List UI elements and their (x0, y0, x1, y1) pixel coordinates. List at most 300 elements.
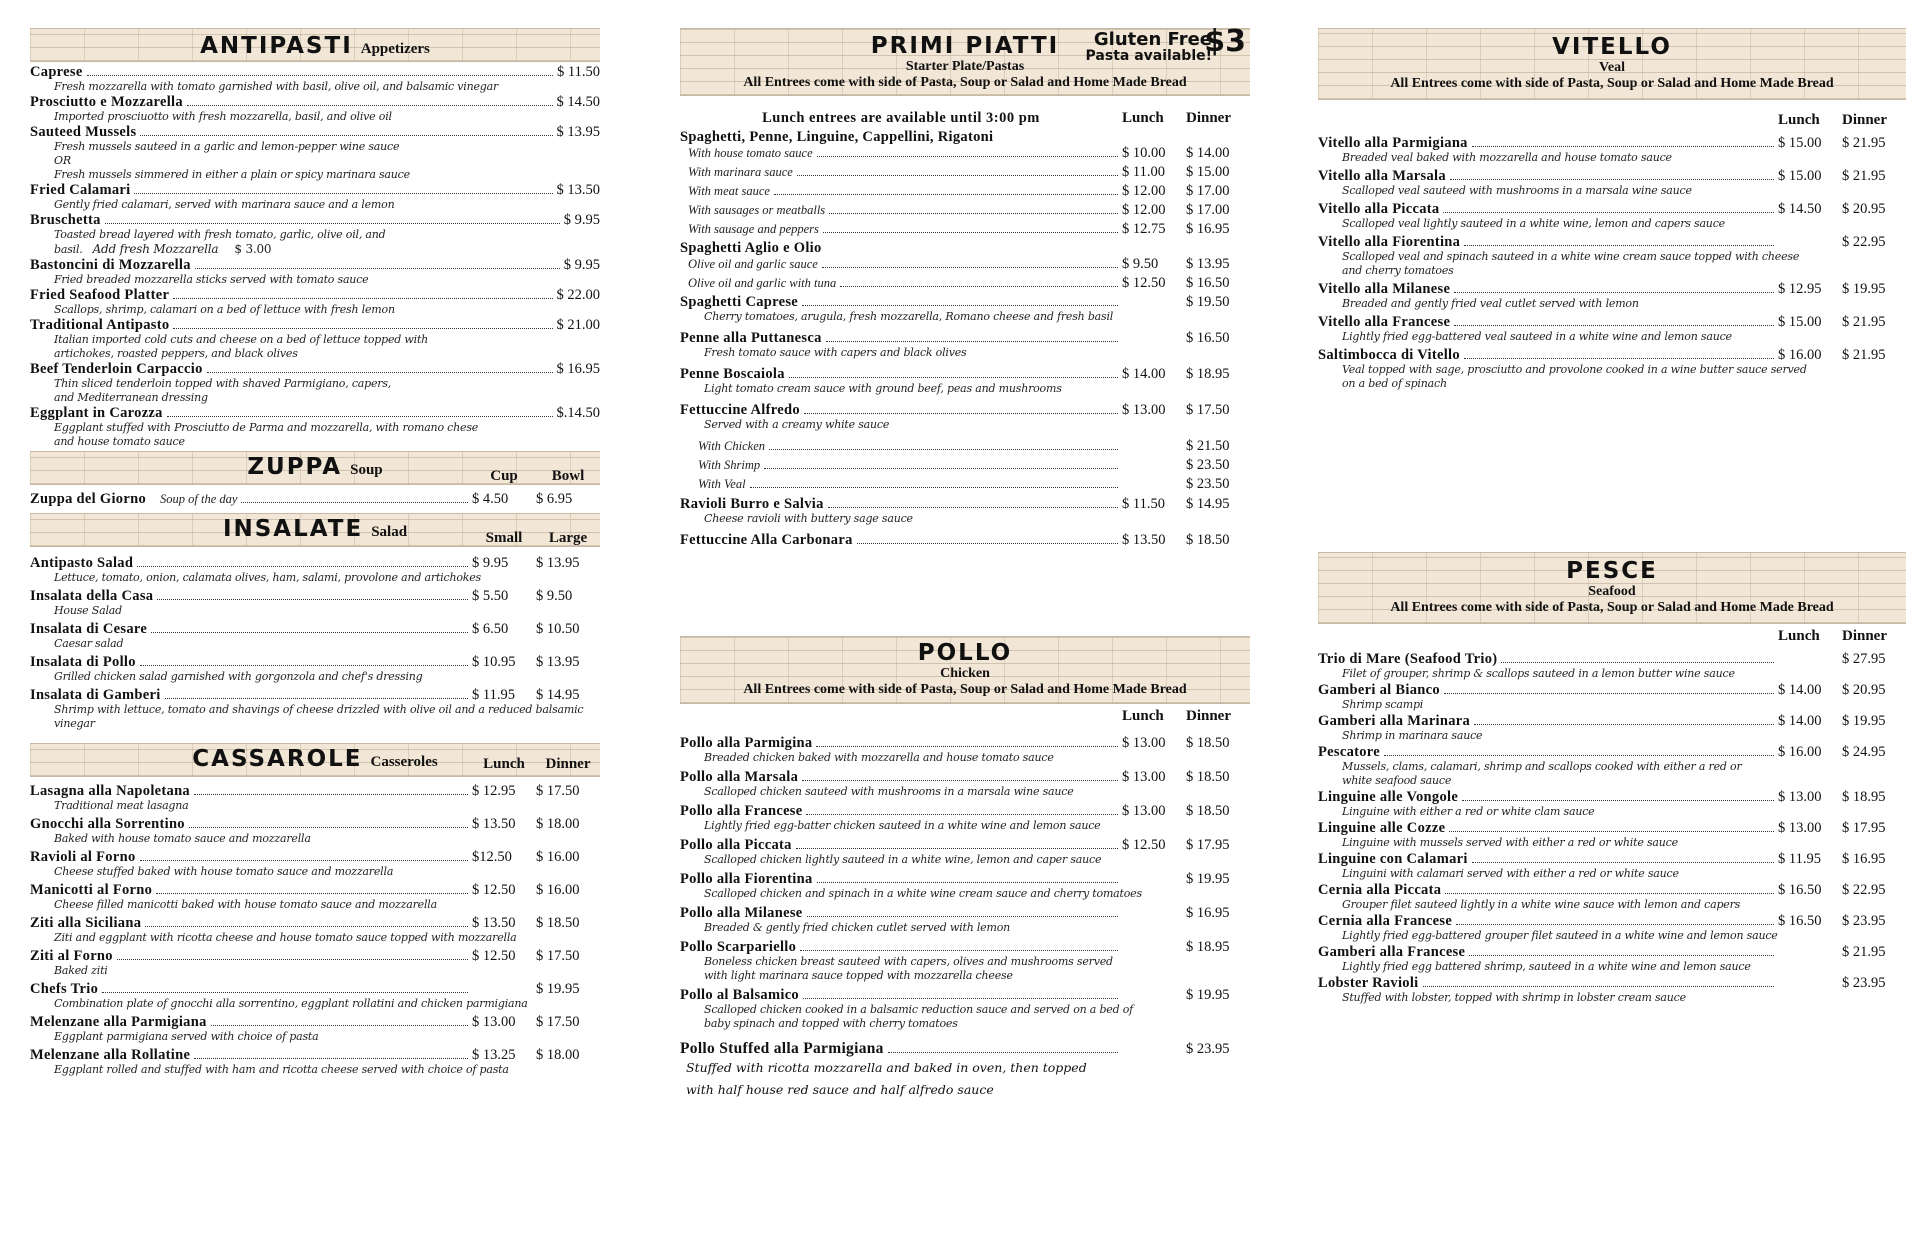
menu-item (30, 182, 600, 212)
dot-leader (1444, 693, 1774, 694)
menu-item (1318, 713, 1906, 743)
menu-item-row (680, 769, 1250, 785)
pasta-option-price-lunch: $ 12.75 (1122, 221, 1166, 237)
menu-item-price-lunch: $ 13.00 (1122, 803, 1166, 819)
menu-item-price-dinner: $ 18.95 (1186, 939, 1230, 955)
menu-item-desc: artichokes, roasted peppers, and black olives (54, 347, 298, 360)
menu-item-desc-text: Veal topped with sage, prosciutto and provolone cooked in a wine butter sauce served (1342, 363, 1807, 376)
menu-item-row (30, 361, 600, 377)
menu-item-price-dinner: $ 17.95 (1842, 820, 1886, 836)
menu-item-price-dinner: $ 17.95 (1186, 837, 1230, 853)
menu-item-name: Gamberi alla Francese (1318, 944, 1466, 960)
dot-leader (826, 341, 1118, 342)
menu-item-price-dinner: $ 13.95 (536, 654, 580, 670)
menu-item-price-dinner: $ 16.50 (1186, 330, 1230, 346)
menu-item-price-dinner: $ 18.50 (536, 915, 580, 931)
menu-item-extra-price: $ 3.00 (234, 242, 272, 256)
menu-item-price-dinner: $ 6.95 (536, 491, 573, 507)
menu-item-desc-text: Toasted bread layered with fresh tomato, garlic, olive oil, and basil. (54, 228, 386, 256)
menu-item-desc: Fresh mussels simmered in either a plain or spicy marinara sauce (54, 168, 410, 181)
vitello-col2: Dinner (1842, 112, 1887, 128)
menu-item (30, 849, 600, 879)
menu-item-price-dinner: $ 21.95 (1842, 168, 1886, 184)
zuppa-subtitle: Soup (350, 462, 383, 478)
menu-item-row (30, 182, 600, 198)
menu-item-desc-text: Linguini with calamari served with either a red or white sauce (1342, 867, 1679, 880)
pasta-option-row (680, 221, 1250, 237)
dot-leader (1454, 325, 1774, 326)
menu-item-row (1318, 789, 1906, 805)
menu-item-name: Pollo alla Marsala (680, 769, 799, 785)
pasta-option-price-lunch: $ 12.00 (1122, 202, 1166, 218)
dot-leader (102, 992, 468, 993)
insalate-subtitle: Salad (371, 524, 408, 540)
menu-item-name: Zuppa del Giorno (30, 491, 146, 507)
menu-item-row (30, 555, 600, 571)
pasta-option-name: With meat sauce (688, 184, 770, 198)
menu-item-row (1318, 168, 1906, 184)
pasta-option-price-dinner: $ 17.00 (1186, 183, 1230, 199)
menu-item-desc-text: Linguine with mussels served with either a red or white sauce (1342, 836, 1678, 849)
menu-item-desc: and cherry tomatoes (1342, 264, 1454, 277)
menu-item-row (680, 330, 1250, 346)
dot-leader (750, 487, 1118, 488)
menu-item-desc-text: Fresh mussels sauteed in a garlic and lemon-pepper wine sauce (54, 140, 400, 153)
pasta-option-price-dinner: $ 16.95 (1186, 221, 1230, 237)
menu-item-desc (30, 703, 600, 731)
menu-item-price-lunch: $ 12.50 (1122, 837, 1166, 853)
menu-item-name: Linguine con Calamari (1318, 851, 1468, 867)
menu-item-price-lunch: $ 16.50 (1778, 913, 1822, 929)
menu-item (30, 882, 600, 912)
menu-item-desc-text: Scallops, shrimp, calamari on a bed of lettuce with fresh lemon (54, 303, 395, 316)
menu-item-desc-text: Thin sliced tenderloin topped with shaved Parmigiano, capers, (54, 377, 392, 390)
menu-item-desc (1318, 363, 1906, 377)
menu-item-name: Pollo alla Fiorentina (680, 871, 813, 887)
menu-item-desc (30, 865, 600, 879)
dot-leader (764, 468, 1118, 469)
menu-item-price-lunch: $ 10.95 (472, 654, 516, 670)
dot-leader (87, 75, 553, 76)
menu-item (30, 405, 600, 449)
dot-leader (207, 372, 553, 373)
pasta-option-price-dinner: $ 23.50 (1186, 476, 1230, 492)
menu-item-price: $ 22.00 (556, 287, 600, 303)
pasta-option-price-dinner: $ 14.00 (1186, 145, 1230, 161)
pasta-option-price-lunch: $ 10.00 (1122, 145, 1166, 161)
pasta-option-price-dinner: $ 17.00 (1186, 202, 1230, 218)
menu-item (680, 366, 1250, 396)
menu-item (1318, 851, 1906, 881)
menu-item (30, 64, 600, 94)
vitello-banner (1318, 28, 1906, 100)
dot-leader (117, 959, 468, 960)
menu-item-price: $ 9.95 (563, 212, 600, 228)
menu-item-name: Ziti al Forno (30, 948, 113, 964)
menu-item-name: Antipasto Salad (30, 555, 134, 571)
dot-leader (823, 232, 1118, 233)
menu-item-price-lunch: $ 12.50 (472, 948, 516, 964)
menu-item-row (680, 402, 1250, 418)
dot-leader (134, 193, 552, 194)
menu-item-price-dinner: $ 18.95 (1842, 789, 1886, 805)
menu-item-desc (1318, 667, 1906, 681)
menu-item-desc (680, 751, 1250, 765)
left-column (30, 28, 600, 1080)
menu-item-price-lunch: $ 11.95 (1778, 851, 1821, 867)
pasta-option-name: With house tomato sauce (688, 146, 813, 160)
menu-item-price-dinner: $ 19.95 (1842, 713, 1886, 729)
menu-item-price-dinner: $ 21.95 (1842, 314, 1886, 330)
menu-item-row (30, 257, 600, 273)
menu-item-desc (30, 1063, 600, 1077)
dot-leader (800, 950, 1118, 951)
menu-item-price-dinner: $ 23.95 (1842, 975, 1886, 991)
cassarole-subtitle: Casseroles (370, 754, 438, 770)
menu-item-row (30, 64, 600, 80)
menu-item-desc (30, 80, 600, 94)
menu-item-desc-text: Grouper filet sauteed lightly in a white wine sauce with lemon and capers (1342, 898, 1741, 911)
pollo-stuffed-name: Pollo Stuffed alla Parmigiana (680, 1040, 884, 1057)
menu-item-row (1318, 682, 1906, 698)
menu-item-desc (30, 931, 600, 945)
menu-item-name: Fried Seafood Platter (30, 287, 170, 303)
menu-item-desc-text: Baked ziti (54, 964, 108, 977)
menu-item-name: Ravioli al Forno (30, 849, 136, 865)
pesce-note: All Entrees come with side of Pasta, Soup or Salad and Home Made Bread (1390, 600, 1834, 615)
menu-item-price-dinner: $ 24.95 (1842, 744, 1886, 760)
menu-item-row (1318, 944, 1906, 960)
primi-header-row (680, 100, 1250, 127)
menu-item (1318, 234, 1906, 278)
dot-leader (789, 377, 1118, 378)
menu-item-row (30, 405, 600, 421)
menu-item-name: Melenzane alla Rollatine (30, 1047, 191, 1063)
insalate-title: INSALATE (222, 516, 364, 542)
pollo-list (680, 735, 1250, 1031)
pasta-option-name: With marinara sauce (688, 165, 793, 179)
menu-item-desc-text: Filet of grouper, shrimp & scallops sauteed in a lemon butter wine sauce (1342, 667, 1735, 680)
menu-item-name: Pollo alla Francese (680, 803, 803, 819)
antipasti-banner (30, 28, 600, 62)
menu-item-desc-text: House Salad (54, 604, 122, 617)
menu-item-row (680, 837, 1250, 853)
menu-item-price-lunch: $12.50 (472, 849, 512, 865)
pollo-col1: Lunch (1122, 708, 1164, 724)
menu-item-name: Fried Calamari (30, 182, 131, 198)
menu-item-price-lunch: $ 12.95 (1778, 281, 1822, 297)
menu-item (30, 687, 600, 731)
menu-item-price-dinner: $ 19.95 (536, 981, 580, 997)
menu-item (680, 769, 1250, 799)
dot-leader (157, 599, 468, 600)
menu-item-desc (30, 571, 600, 585)
menu-item-desc (1318, 960, 1906, 974)
menu-item-name: Bruschetta (30, 212, 101, 228)
menu-item-price-lunch: $ 16.00 (1778, 744, 1822, 760)
menu-item-desc-text: Baked with house tomato sauce and mozzarella (54, 832, 311, 845)
menu-item-price-lunch: $ 13.50 (1122, 532, 1166, 548)
menu-item-desc (30, 110, 600, 124)
zuppa-title: ZUPPA (247, 454, 343, 480)
menu-item-row (1318, 135, 1906, 151)
gluten-free-badge (1085, 24, 1246, 65)
menu-item (30, 948, 600, 978)
menu-item-name: Manicotti al Forno (30, 882, 153, 898)
menu-item-desc-text: Scalloped veal and spinach sauteed in a white wine cream sauce topped with cheese (1342, 250, 1800, 263)
menu-item-price-dinner: $ 19.95 (1186, 871, 1230, 887)
menu-item (30, 212, 600, 257)
menu-item (1318, 744, 1906, 788)
menu-item-price-dinner: $ 9.50 (536, 588, 573, 604)
primi-title: PRIMI PIATTI (870, 33, 1060, 59)
menu-item-row (1318, 651, 1906, 667)
menu-item (30, 816, 600, 846)
menu-item (680, 837, 1250, 867)
menu-item-name: Insalata di Pollo (30, 654, 136, 670)
pesce-col1: Lunch (1778, 628, 1820, 644)
menu-item-price: $ 9.95 (563, 257, 600, 273)
primi-list (680, 129, 1250, 548)
dot-leader (1472, 862, 1774, 863)
vitello-list (1318, 135, 1906, 391)
dot-leader (828, 507, 1118, 508)
menu-item-price-dinner: $ 17.50 (536, 1014, 580, 1030)
menu-item (680, 496, 1250, 526)
menu-item-price-lunch: $ 13.00 (472, 1014, 516, 1030)
menu-item-price-lunch: $ 15.00 (1778, 168, 1822, 184)
menu-item-desc (1318, 184, 1906, 198)
dot-leader (857, 543, 1118, 544)
menu-item-price-dinner: $ 16.95 (1186, 905, 1230, 921)
dot-leader (189, 827, 468, 828)
dot-leader (145, 926, 468, 927)
menu-item-desc (680, 921, 1250, 935)
menu-item-price-dinner: $ 18.00 (536, 1047, 580, 1063)
menu-item-desc-text: Lightly fried egg-battered grouper filet sauteed in a white wine and lemon sauce (1342, 929, 1778, 942)
menu-item-desc (30, 377, 600, 391)
menu-item-desc (680, 955, 1250, 969)
pasta-option-row (680, 476, 1250, 492)
dot-leader (167, 416, 553, 417)
menu-item-row (30, 588, 600, 604)
vitello-col-headers (1318, 112, 1906, 129)
dot-leader (816, 746, 1118, 747)
menu-item (30, 124, 600, 182)
menu-item-desc (680, 346, 1250, 360)
menu-item-name: Penne alla Puttanesca (680, 330, 822, 346)
menu-item-desc-text: Eggplant rolled and stuffed with ham and ricotta cheese served with choice of pasta (54, 1063, 509, 1076)
menu-item-row (1318, 744, 1906, 760)
pesce-col2: Dinner (1842, 628, 1887, 644)
menu-item-price-dinner: $ 19.95 (1186, 987, 1230, 1003)
zuppa-list (30, 491, 600, 507)
menu-item-price-lunch: $ 13.00 (1122, 769, 1166, 785)
pollo-banner (680, 636, 1250, 704)
cassarole-banner (30, 743, 600, 777)
dot-leader (1445, 893, 1774, 894)
menu-item-desc (1318, 217, 1906, 231)
pollo-note: All Entrees come with side of Pasta, Soup or Salad and Home Made Bread (743, 682, 1187, 697)
menu-item-desc (680, 418, 1250, 432)
dot-leader (769, 449, 1118, 450)
menu-item-row (30, 287, 600, 303)
menu-item-desc (30, 273, 600, 287)
menu-item-desc (1318, 867, 1906, 881)
menu-item-desc (30, 333, 600, 347)
pasta-option-name: Olive oil and garlic sauce (688, 257, 818, 271)
menu-item (680, 871, 1250, 901)
antipasti-list (30, 64, 600, 449)
dot-leader (807, 916, 1119, 917)
menu-item-desc-text: Scalloped veal sauteed with mushrooms in a marsala wine sauce (1342, 184, 1692, 197)
pasta-option-row (680, 275, 1250, 291)
pasta-option-row (680, 256, 1250, 272)
menu-item-price-dinner: $ 19.50 (1186, 294, 1230, 310)
menu-item-row (30, 849, 600, 865)
dot-leader (1474, 724, 1774, 725)
menu-item-desc (30, 303, 600, 317)
menu-item-row (30, 882, 600, 898)
menu-item-price-dinner: $ 18.50 (1186, 735, 1230, 751)
menu-item-desc-text: Cherry tomatoes, arugula, fresh mozzarella, Romano cheese and fresh basil (704, 310, 1114, 323)
menu-item-desc-text: Scalloped chicken and spinach in a white wine cream sauce and cherry tomatoes (704, 887, 1142, 900)
menu-item-name: Cernia alla Piccata (1318, 882, 1442, 898)
menu-item-desc (1318, 250, 1906, 264)
menu-item-desc-text: Italian imported cold cuts and cheese on a bed of lettuce topped with (54, 333, 429, 346)
menu-item-row (30, 124, 600, 140)
pasta-option-row (680, 145, 1250, 161)
menu-item (30, 491, 600, 507)
menu-item-name: Sauteed Mussels (30, 124, 137, 140)
menu-item-desc-text: Lightly fried egg-batter chicken sauteed in a white wine and lemon sauce (704, 819, 1101, 832)
menu-item-desc-text: Fresh mozzarella with tomato garnished with basil, olive oil, and balsamic vinegar (54, 80, 499, 93)
menu-item-name: Pollo Scarpariello (680, 939, 797, 955)
pollo-subtitle: Chicken (940, 666, 990, 681)
menu-item-price-dinner: $ 21.95 (1842, 944, 1886, 960)
menu-item-name: Fettuccine Alfredo (680, 402, 800, 418)
menu-item-price: $ 13.95 (556, 124, 600, 140)
menu-item-name: Insalata della Casa (30, 588, 154, 604)
menu-item-price-lunch: $ 15.00 (1778, 314, 1822, 330)
menu-item-row (30, 948, 600, 964)
menu-item-desc (680, 1003, 1250, 1017)
menu-item-price-dinner: $ 27.95 (1842, 651, 1886, 667)
menu-item-price-lunch: $ 9.95 (472, 555, 509, 571)
menu-item-extra: Add fresh Mozzarella (92, 242, 219, 256)
dot-leader (173, 328, 552, 329)
menu-item-price-lunch: $ 11.50 (1122, 496, 1165, 512)
menu-item-desc (680, 819, 1250, 833)
menu-item-price-dinner: $ 18.50 (1186, 769, 1230, 785)
menu-item-desc (30, 1030, 600, 1044)
menu-item-name: Pollo alla Piccata (680, 837, 792, 853)
menu-item-desc: OR (54, 154, 71, 167)
menu-item-row (30, 915, 600, 931)
menu-item-row (30, 687, 600, 703)
primi-banner (680, 24, 1250, 96)
pasta-group-name: Spaghetti Aglio e Olio (680, 240, 822, 256)
pasta-option-price-dinner: $ 13.95 (1186, 256, 1230, 272)
menu-item-price-lunch: $ 14.00 (1778, 682, 1822, 698)
menu-item (680, 803, 1250, 833)
menu-item-desc-text: Breaded and gently fried veal cutlet served with lemon (1342, 297, 1639, 310)
menu-item-desc (1318, 698, 1906, 712)
menu-item-row (30, 621, 600, 637)
menu-item-desc (1318, 898, 1906, 912)
dot-leader (829, 213, 1118, 214)
menu-item-desc (680, 310, 1250, 324)
menu-item-price-lunch: $ 14.00 (1778, 713, 1822, 729)
menu-item-name: Pollo alla Parmigina (680, 735, 813, 751)
dot-leader (151, 632, 468, 633)
menu-item-name: Ravioli Burro e Salvia (680, 496, 824, 512)
menu-item-desc (1318, 330, 1906, 344)
menu-item-desc (30, 832, 600, 846)
menu-item-price-dinner: $ 14.95 (1186, 496, 1230, 512)
menu-item-desc (30, 140, 600, 154)
pollo-stuffed (680, 1041, 1250, 1101)
menu-item-desc-text: Scalloped chicken sauteed with mushrooms in a marsala wine sauce (704, 785, 1074, 798)
menu-item-row (1318, 281, 1906, 297)
menu-item-desc-text: Scalloped chicken lightly sauteed in a white wine, lemon and caper sauce (704, 853, 1102, 866)
menu-item-price-lunch: $ 15.00 (1778, 135, 1822, 151)
menu-item-desc-text: Served with a creamy white sauce (704, 418, 890, 431)
menu-item (30, 361, 600, 405)
dot-leader (806, 814, 1118, 815)
menu-item-name: Linguine alle Vongole (1318, 789, 1459, 805)
menu-item (1318, 882, 1906, 912)
menu-item-row (30, 317, 600, 333)
menu-item-row (30, 491, 600, 507)
pasta-option-row (680, 183, 1250, 199)
pasta-option-price-lunch: $ 11.00 (1122, 164, 1165, 180)
menu-item-price-lunch: $ 13.00 (1778, 789, 1822, 805)
menu-item-desc (1318, 729, 1906, 743)
menu-item-desc-text: Lightly fried egg battered shrimp, sauteed in a white wine and lemon sauce (1342, 960, 1751, 973)
menu-item-price: $.14.50 (556, 405, 600, 421)
dot-leader (840, 286, 1118, 287)
pasta-option-name: Olive oil and garlic with tuna (688, 276, 837, 290)
dot-leader (817, 156, 1118, 157)
menu-item-price-lunch: $ 5.50 (472, 588, 509, 604)
pasta-option-price-lunch: $ 9.50 (1122, 256, 1159, 272)
menu-item-name: Bastoncini di Mozzarella (30, 257, 191, 273)
zuppa-col2: Bowl (551, 468, 585, 484)
menu-item-row (1318, 201, 1906, 217)
menu-item-desc (30, 421, 600, 435)
menu-item-name: Eggplant in Carozza (30, 405, 163, 421)
dot-leader (1464, 358, 1774, 359)
menu-item (1318, 201, 1906, 231)
menu-item-name: Lasagna alla Napoletana (30, 783, 190, 799)
menu-item-row (30, 1047, 600, 1063)
menu-item-name: Spaghetti Caprese (680, 294, 799, 310)
menu-item-name: Insalata di Gamberi (30, 687, 161, 703)
menu-item-price-dinner: $ 21.95 (1842, 347, 1886, 363)
menu-item-row (1318, 851, 1906, 867)
menu-item-row (680, 294, 1250, 310)
menu-item-price-dinner: $ 21.95 (1842, 135, 1886, 151)
menu-item-desc (30, 604, 600, 618)
menu-item-price-lunch: $ 6.50 (472, 621, 509, 637)
vitello-col1: Lunch (1778, 112, 1820, 128)
pasta-option-row (680, 164, 1250, 180)
menu-item-desc-text: Mussels, clams, calamari, shrimp and scallops cooked with either a red or (1342, 760, 1742, 773)
zuppa-col-headers (472, 468, 600, 485)
pasta-option-price-lunch: $ 12.50 (1122, 275, 1166, 291)
menu-item-row (1318, 234, 1906, 250)
